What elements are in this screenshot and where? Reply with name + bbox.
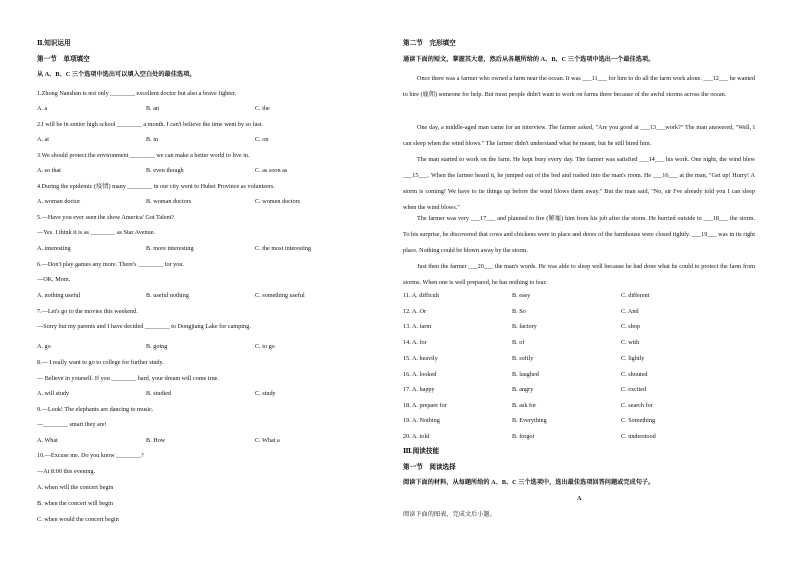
question-stem: 5.—Have you ever seen the show America' Got Talent? xyxy=(37,214,175,221)
option[interactable]: B. laughed xyxy=(512,371,539,378)
option[interactable]: B. an xyxy=(146,105,160,112)
option[interactable]: B. Everything xyxy=(512,417,547,424)
option[interactable]: B. when the concert will begin xyxy=(37,500,113,507)
option[interactable]: B. angry xyxy=(512,386,534,393)
passage-paragraph: One day, a middle-aged man came for an interview. The farmer asked, "Are you good at ___13___work?" The man answered, "Well, I can sleep when the wind blows." The farmer didn't understand what he meant, but he still hired him. xyxy=(403,124,755,147)
passage-paragraph: The man started to work on the farm. He kept busy every day. The farmer was satisfied ___14___ his work. One night, the wind blew ___15___. When the farmer heard it, he jumped out of the bed and rushed into the man's room. He ___16___ at the man, "Get up! Hurry! A storm is coming! We have to tie things up before the wind blows them away." But the man said, "No, sir I've already told you I can sleep when the wind blows." xyxy=(403,156,755,211)
section2-title: 第二节 完形填空 xyxy=(403,40,456,47)
option[interactable]: B. even though xyxy=(146,167,184,174)
option[interactable]: 18. A. prepare for xyxy=(403,402,447,409)
question-stem: 2.I will be in senior high school ________ a month. I can't believe the time went by so fast. xyxy=(37,121,264,128)
option[interactable]: C. the most interesting xyxy=(255,245,312,252)
option[interactable]: B. more interesting xyxy=(146,245,194,252)
section1-title: 第一节 单项填空 xyxy=(37,56,90,63)
option[interactable]: A. a xyxy=(37,105,48,112)
question-stem: 10.—Excuse me. Do you know ________? xyxy=(37,452,144,459)
option[interactable]: A. woman doctor xyxy=(37,198,81,205)
question-stem: 1.Zhong Nanshan is not only ________ excellent doctor but also a brave fighter. xyxy=(37,90,236,97)
question-stem-reply: —Sorry but my parents and I have decided ________ to Dongjiang Lake for camping. xyxy=(37,323,251,330)
option[interactable]: A. What xyxy=(37,437,58,444)
option[interactable]: C. the xyxy=(255,105,270,112)
passage-paragraph: Just then the farmer ___20___ the man's words. He was able to sleep well because he had done what he could to protect the farm from storms. When one is well prepared, he has nothing to fear. xyxy=(403,263,755,286)
option[interactable]: B. woman doctors xyxy=(146,198,192,205)
option[interactable]: C. different xyxy=(621,292,650,299)
option[interactable]: A. will study xyxy=(37,390,70,397)
option[interactable]: C. on xyxy=(255,136,269,143)
option[interactable]: B. So xyxy=(512,308,526,315)
option[interactable]: 14. A. for xyxy=(403,339,427,346)
option[interactable]: C. something useful xyxy=(255,292,305,299)
option[interactable]: C. when would the concert begin xyxy=(37,516,119,523)
passage-paragraph: Once there was a farmer who owned a farm near the ocean. It was ___11___ for him to do all the farm work alone. ___12___ he wanted to hire (雇佣) someone for help. But most people didn't want to work on farms there because of the awful storms across the ocean. xyxy=(403,75,755,98)
option[interactable]: C. Something xyxy=(621,417,656,424)
option[interactable]: 17. A. happy xyxy=(403,386,435,393)
question-stem: 8.— I really want to go to college for further study. xyxy=(37,359,164,366)
option[interactable]: A. when will the concert begin xyxy=(37,484,114,491)
passage-letter: A xyxy=(577,495,582,502)
option[interactable]: C. women doctors xyxy=(255,198,301,205)
option[interactable]: B. in xyxy=(146,136,159,143)
question-stem: 3.We should protect the environment ________ we can make a better world to live in. xyxy=(37,152,250,159)
option[interactable]: C. search for xyxy=(621,402,653,409)
option[interactable]: C. shouted xyxy=(621,371,648,378)
question-stem-reply: —Yes. I think it is as ________ as Star Avenue. xyxy=(37,229,156,236)
part-title: Ⅱ.知识运用 xyxy=(37,40,71,47)
option[interactable]: A. so that xyxy=(37,167,61,174)
option[interactable]: B. studied xyxy=(146,390,172,397)
question-stem: 6.—Don't play games any more. There's ________ for you. xyxy=(37,261,184,268)
option[interactable]: 11. A. difficult xyxy=(403,292,440,299)
question-stem-reply: —At 8:00 this evening. xyxy=(37,468,96,475)
option[interactable]: 16. A. looked xyxy=(403,371,437,378)
option[interactable]: 15. A. heavily xyxy=(403,355,438,362)
option[interactable]: B. going xyxy=(146,343,168,350)
section2-instructions: 通读下面的短文，掌握其大意，然后从各题所给的 A、B、C 三个选项中选出一个最佳选项。 xyxy=(403,56,655,63)
passage-paragraph: The farmer was very ___17___ and planned to fire (解雇) him from his job after the storm. He hurried outside to ___18___ the storm. To his surprise, he discovered that cows and chickens were in place and doors of the farmhouse were closed tightly. ___19___ was in its right place. Nothing could be blown away by the storm. xyxy=(403,215,755,254)
passage-instructions: 阅读下面的图表，完成文后小题。 xyxy=(403,511,496,518)
option[interactable]: B. ask for xyxy=(512,402,537,409)
option[interactable]: C. understood xyxy=(621,433,656,440)
question-stem-reply: —________ smart they are! xyxy=(37,421,107,428)
option[interactable]: C. And xyxy=(621,308,639,315)
option[interactable]: 13. A. farm xyxy=(403,323,432,330)
option[interactable]: C. shop xyxy=(621,323,640,330)
option[interactable]: A. go xyxy=(37,343,51,350)
option[interactable]: A. interesting xyxy=(37,245,71,252)
option[interactable]: C. What a xyxy=(255,437,280,444)
option[interactable]: C. study xyxy=(255,390,276,397)
question-stem: 4.During the epidemic (疫情) many ________ in our city went to Hubei Province as volunteers. xyxy=(37,183,275,190)
option[interactable]: B. useful nothing xyxy=(146,292,189,299)
question-stem-reply: —OK, Mom. xyxy=(37,276,71,283)
option[interactable]: B. How xyxy=(146,437,166,444)
option[interactable]: 12. A. Or xyxy=(403,308,427,315)
question-stem-reply: — Believe in yourself. If you ________ hard, your dream will come true. xyxy=(37,375,219,382)
part3-title: Ⅲ.阅读技能 xyxy=(403,448,440,455)
option[interactable]: C. as soon as xyxy=(255,167,288,174)
option[interactable]: C. lightly xyxy=(621,355,645,362)
section3-title: 第一节 阅读选择 xyxy=(403,464,456,471)
question-stem: 7.—Let's go to the movies this weekend. xyxy=(37,308,138,315)
option[interactable]: B. softly xyxy=(512,355,534,362)
option[interactable]: C. to go xyxy=(255,343,275,350)
option[interactable]: B. of xyxy=(512,339,525,346)
option[interactable]: A. at xyxy=(37,136,50,143)
option[interactable]: A. nothing useful xyxy=(37,292,81,299)
option[interactable]: 19. A. Nothing xyxy=(403,417,440,424)
section1-instructions: 从 A、B、C 三个选项中选出可以填入空白处的最佳选项。 xyxy=(37,71,196,78)
option[interactable]: B. easy xyxy=(512,292,531,299)
option[interactable]: B. forgot xyxy=(512,433,535,440)
option[interactable]: B. factory xyxy=(512,323,537,330)
option[interactable]: C. excited xyxy=(621,386,647,393)
question-stem: 9.—Look! The elephants are dancing to music. xyxy=(37,406,154,413)
section3-instructions: 阅读下面的材料，从每题所给的 A、B、C 三个选项中，选出最佳选项回答问题或完成句子。 xyxy=(403,479,655,486)
option[interactable]: 20. A. told xyxy=(403,433,430,440)
option[interactable]: C. with xyxy=(621,339,640,346)
